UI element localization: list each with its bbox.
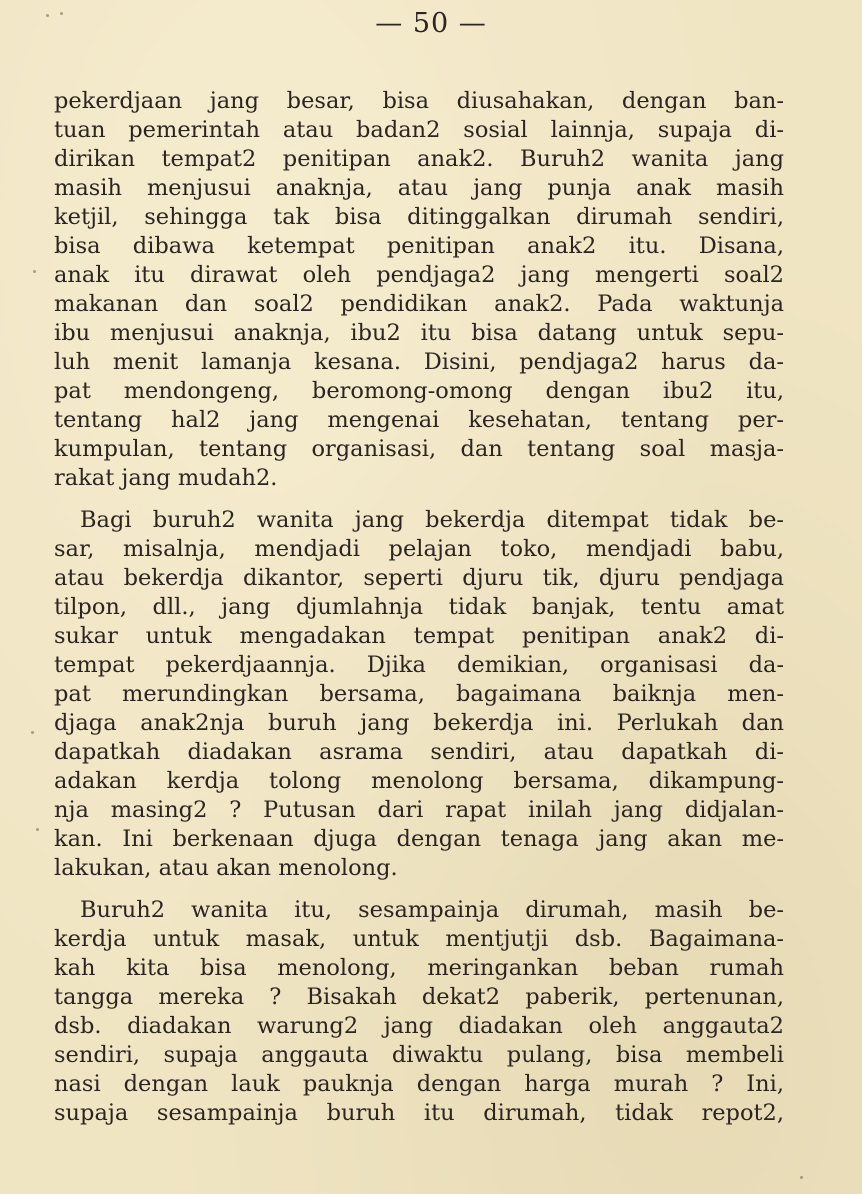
text-line: Bagi buruh2 wanita jang bekerdja ditempat tidak be- — [80, 507, 784, 533]
text-line: anak itu dirawat oleh pendjaga2 jang mengerti soal2 — [54, 262, 784, 288]
text-line: dapatkah diadakan asrama sendiri, atau dapatkah di- — [54, 739, 784, 765]
scan-speck — [31, 731, 34, 734]
text-line: pat mendongeng, beromong-omong dengan ibu2 itu, — [54, 378, 784, 404]
text-line: djaga anak2nja buruh jang bekerdja ini. Perlukah dan — [54, 710, 784, 736]
text-line: kerdja untuk masak, untuk mentjutji dsb. Bagaimana- — [54, 926, 784, 952]
text-line: tuan pemerintah atau badan2 sosial lainnja, supaja di- — [54, 117, 784, 143]
scan-speck — [46, 14, 49, 17]
text-line: masih menjusui anaknja, atau jang punja anak masih — [54, 175, 784, 201]
text-line: kumpulan, tentang organisasi, dan tentang soal masja- — [54, 436, 784, 462]
scan-speck — [60, 12, 63, 15]
text-line: dirikan tempat2 penitipan anak2. Buruh2 wanita jang — [54, 146, 784, 172]
text-line: lakukan, atau akan menolong. — [54, 855, 398, 881]
paragraph — [54, 506, 784, 883]
text-line: sar, misalnja, mendjadi pelajan toko, mendjadi babu, — [54, 536, 784, 562]
page-number: — 50 — — [375, 8, 487, 39]
scan-speck — [33, 270, 36, 273]
text-line: bisa dibawa ketempat penitipan anak2 itu. Disana, — [54, 233, 784, 259]
body-text — [54, 87, 784, 1141]
text-line: ketjil, sehingga tak bisa ditinggalkan dirumah sendiri, — [54, 204, 784, 230]
text-line: nasi dengan lauk pauknja dengan harga murah ? Ini, — [54, 1071, 784, 1097]
scan-speck — [36, 828, 39, 831]
paragraph — [54, 896, 784, 1128]
text-line: pekerdjaan jang besar, bisa diusahakan, dengan ban- — [54, 88, 784, 114]
text-line: tilpon, dll., jang djumlahnja tidak banjak, tentu amat — [54, 594, 784, 620]
text-line: tentang hal2 jang mengenai kesehatan, tentang per- — [54, 407, 784, 433]
text-line: kan. Ini berkenaan djuga dengan tenaga jang akan me- — [54, 826, 784, 852]
text-line: Buruh2 wanita itu, sesampainja dirumah, masih be- — [80, 897, 784, 923]
text-line: tempat pekerdjaannja. Djika demikian, organisasi da- — [54, 652, 784, 678]
text-line: dsb. diadakan warung2 jang diadakan oleh anggauta2 — [54, 1013, 784, 1039]
text-line: nja masing2 ? Putusan dari rapat inilah jang didjalan- — [54, 797, 784, 823]
text-line: sendiri, supaja anggauta diwaktu pulang, bisa membeli — [54, 1042, 784, 1068]
text-line: ibu menjusui anaknja, ibu2 itu bisa datang untuk sepu- — [54, 320, 784, 346]
text-line: tangga mereka ? Bisakah dekat2 paberik, pertenunan, — [54, 984, 784, 1010]
text-line: pat merundingkan bersama, bagaimana baiknja men- — [54, 681, 784, 707]
text-line: kah kita bisa menolong, meringankan beban rumah — [54, 955, 784, 981]
text-line: atau bekerdja dikantor, seperti djuru tik, djuru pendjaga — [54, 565, 784, 591]
scan-speck — [800, 1176, 803, 1179]
text-line: rakat jang mudah2. — [54, 465, 278, 491]
text-line: supaja sesampainja buruh itu dirumah, tidak repot2, — [54, 1100, 784, 1126]
text-line: sukar untuk mengadakan tempat penitipan anak2 di- — [54, 623, 784, 649]
text-line: adakan kerdja tolong menolong bersama, dikampung- — [54, 768, 784, 794]
text-line: luh menit lamanja kesana. Disini, pendjaga2 harus da- — [54, 349, 784, 375]
text-line: makanan dan soal2 pendidikan anak2. Pada waktunja — [54, 291, 784, 317]
paragraph — [54, 87, 784, 493]
